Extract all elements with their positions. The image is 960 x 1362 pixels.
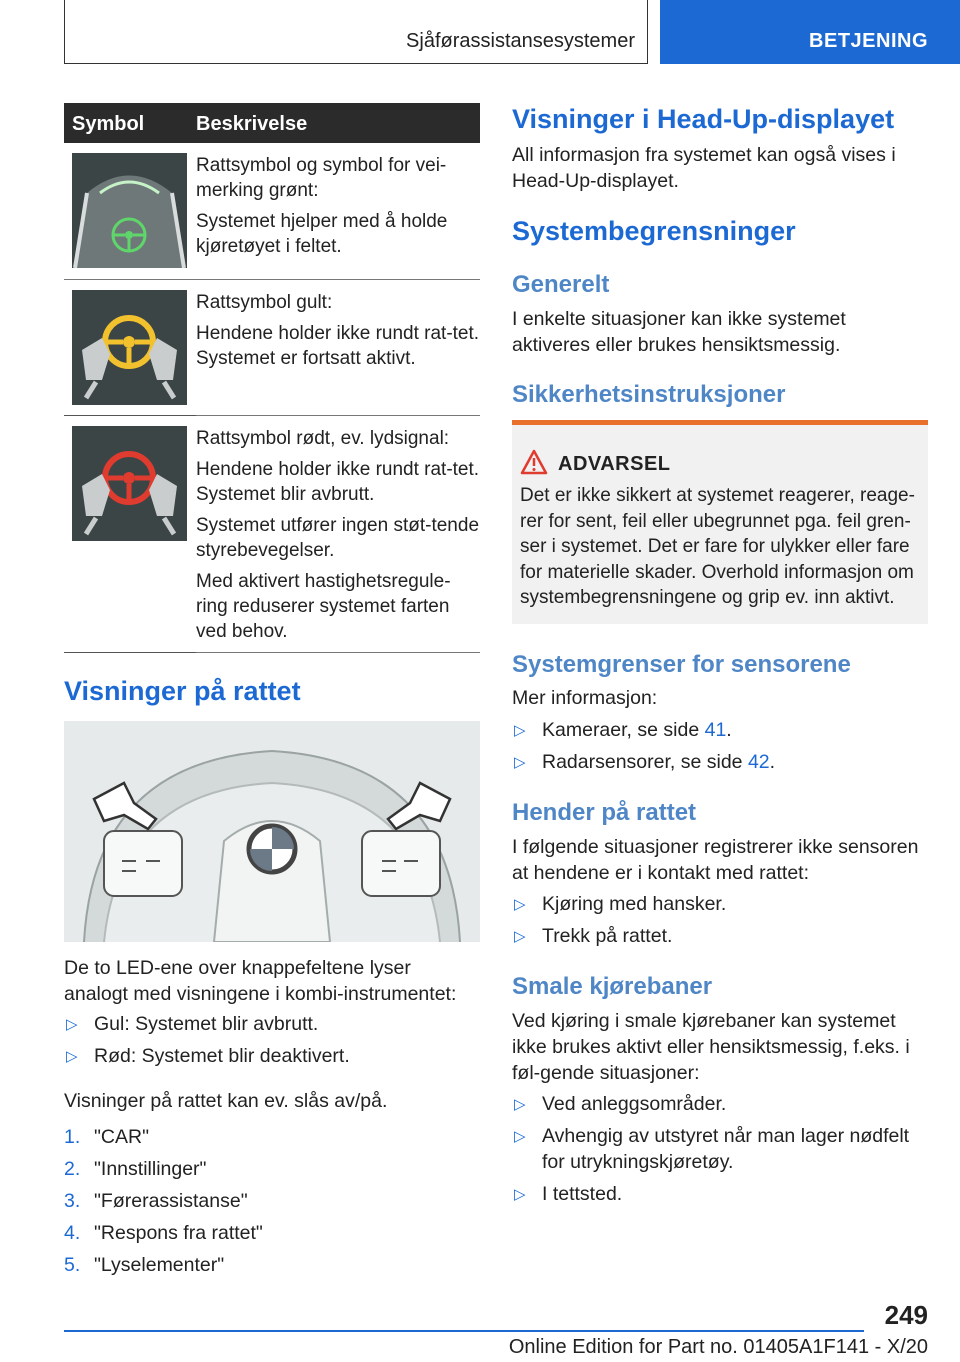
hud-text: All informasjon fra systemet kan også vises i Head-Up-displayet. (512, 144, 896, 192)
step-item (64, 1188, 480, 1214)
table-row (64, 280, 480, 416)
table-row (64, 416, 480, 653)
steering-wheel-red-icon (72, 426, 187, 541)
header-section-tab (660, 0, 960, 64)
settings-steps-list (64, 1124, 480, 1284)
wheel-bullet-list (64, 1011, 480, 1075)
list-item (512, 717, 928, 743)
step-item (64, 1220, 480, 1246)
list-item-text: Trekk på rattet. (542, 925, 673, 947)
row-line: Hendene holder ikke rundt rat-tet. Systemet blir avbrutt. (196, 459, 480, 505)
step-number: 2. (64, 1158, 81, 1180)
col-description-header: Beskrivelse (196, 113, 308, 135)
list-item-text: Radarsensorer, se side (542, 751, 748, 773)
row-line: Rattsymbol og symbol for vei-merking grønt: (196, 155, 447, 201)
step-number: 3. (64, 1190, 81, 1212)
list-item (512, 1123, 928, 1175)
general-text: I enkelte situasjoner kan ikke systemet aktiveres eller brukes hensiktsmessig. (512, 308, 846, 356)
edition-text: Online Edition for Part no. 01405A1F141 - X/20 (508, 1336, 928, 1358)
heading-safety: Sikkerhetsinstruksjoner (512, 381, 786, 408)
page-number: 249 (884, 1300, 928, 1330)
row-line: Med aktivert hastighetsregule-ring reduserer systemet farten ved behov. (196, 571, 451, 642)
chapter-title: Sjåførassistansesystemer (406, 30, 635, 52)
bullet-triangle-icon: ▷ (66, 1016, 78, 1033)
steering-wheel-yellow-icon (72, 290, 187, 405)
bullet-triangle-icon: ▷ (514, 754, 526, 771)
step-text: "Lyselementer" (94, 1254, 225, 1276)
bullet-triangle-icon: ▷ (514, 928, 526, 945)
row-description (196, 416, 480, 644)
list-item-text: Ved anleggsområder. (542, 1093, 727, 1115)
warning-box (512, 420, 928, 624)
row-description (196, 143, 480, 259)
step-item (64, 1252, 480, 1278)
narrow-text: Ved kjøring i smale kjørebaner kan systemet ikke brukes aktivt eller hensiktsmessig, f.eks. i føl-gende situasjoner: (512, 1010, 910, 1084)
steering-wheel-illustration (64, 721, 480, 942)
symbol-table (64, 103, 480, 653)
wheel-intro-text: De to LED-ene over knappefeltene lyser analogt med visningene i kombi-instrumentet: (64, 957, 457, 1005)
header-chapter-box (64, 0, 648, 64)
bullet-triangle-icon: ▷ (514, 722, 526, 739)
sensor-intro: Mer informasjon: (512, 687, 658, 709)
bullet-triangle-icon: ▷ (514, 1186, 526, 1203)
bullet-triangle-icon: ▷ (66, 1048, 78, 1065)
table-row (64, 143, 480, 280)
step-text: "CAR" (94, 1126, 150, 1148)
steering-wheel-green-icon (72, 153, 187, 268)
row-line: Rattsymbol rødt, ev. lydsignal: (196, 428, 450, 449)
heading-hands-on-wheel: Hender på rattet (512, 799, 697, 826)
list-item-end: . (726, 719, 732, 741)
row-line: Rattsymbol gult: (196, 292, 333, 313)
heading-general: Generelt (512, 271, 610, 298)
step-text: "Innstillinger" (94, 1158, 207, 1180)
footer-divider (64, 1330, 864, 1332)
bullet-triangle-icon: ▷ (514, 896, 526, 913)
row-line: Hendene holder ikke rundt rat-tet. Systemet er fortsatt aktivt. (196, 323, 480, 369)
row-line: Systemet utfører ingen støt-tende styrebevegelser. (196, 515, 480, 561)
warning-text: Det er ikke sikkert at systemet reagerer, reage-rer for sent, feil eller ubegrunnet pga. feil gren-ser i systemet. Det er fare for ulykker eller fare for materielle skader. Overhold informasjon om systembegrensningene og grip ev. inn aktivt. (520, 485, 915, 608)
hands-list (512, 891, 928, 955)
page-link[interactable]: 41 (704, 719, 727, 741)
list-item-text: Rød: Systemet blir deaktivert. (94, 1045, 350, 1067)
list-item-text: Kameraer, se side (542, 719, 705, 741)
wheel-note: Visninger på rattet kan ev. slås av/på. (64, 1090, 388, 1112)
list-item (512, 749, 928, 775)
narrow-list (512, 1091, 928, 1213)
col-symbol-header: Symbol (72, 113, 145, 135)
list-item-end: . (769, 751, 776, 773)
section-label: BETJENING (809, 30, 928, 52)
step-number: 5. (64, 1254, 81, 1276)
list-item (64, 1043, 480, 1069)
heading-sensor-limits: Systemgrenser for sensorene (512, 651, 851, 678)
list-item (512, 1091, 928, 1117)
warning-triangle-icon (520, 449, 548, 480)
step-text: "Respons fra rattet" (94, 1222, 263, 1244)
list-item-text: I tettsted. (542, 1183, 623, 1205)
step-number: 4. (64, 1222, 81, 1244)
sensor-list (512, 717, 928, 781)
bullet-triangle-icon: ▷ (514, 1128, 526, 1145)
hands-text: I følgende situasjoner registrerer ikke sensoren at hendene er i kontakt med rattet: (512, 836, 919, 884)
row-divider (196, 652, 480, 653)
warning-title: ADVARSEL (558, 453, 671, 475)
table-header (64, 103, 480, 143)
list-item (512, 923, 928, 949)
list-item-text: Avhengig av utstyret når man lager nødfelt for utrykningskjøretøy. (542, 1125, 910, 1173)
list-item (64, 1011, 480, 1037)
heading-narrow-lanes: Smale kjørebaner (512, 973, 713, 1000)
list-item-text: Kjøring med hansker. (542, 893, 727, 915)
heading-wheel-displays: Visninger på rattet (64, 676, 301, 706)
row-line: Systemet hjelper med å holde kjøretøyet i feltet. (196, 211, 448, 257)
heading-system-limits: Systembegrensninger (512, 216, 796, 246)
heading-hud: Visninger i Head-Up-displayet (512, 104, 895, 134)
row-description (196, 280, 480, 371)
list-item (512, 891, 928, 917)
list-item-text: Gul: Systemet blir avbrutt. (94, 1013, 319, 1035)
step-text: "Førerassistanse" (94, 1190, 248, 1212)
bullet-triangle-icon: ▷ (514, 1096, 526, 1113)
step-item (64, 1156, 480, 1182)
list-item (512, 1181, 928, 1207)
step-number: 1. (64, 1126, 81, 1148)
page-link[interactable]: 42 (747, 751, 770, 773)
step-item (64, 1124, 480, 1150)
